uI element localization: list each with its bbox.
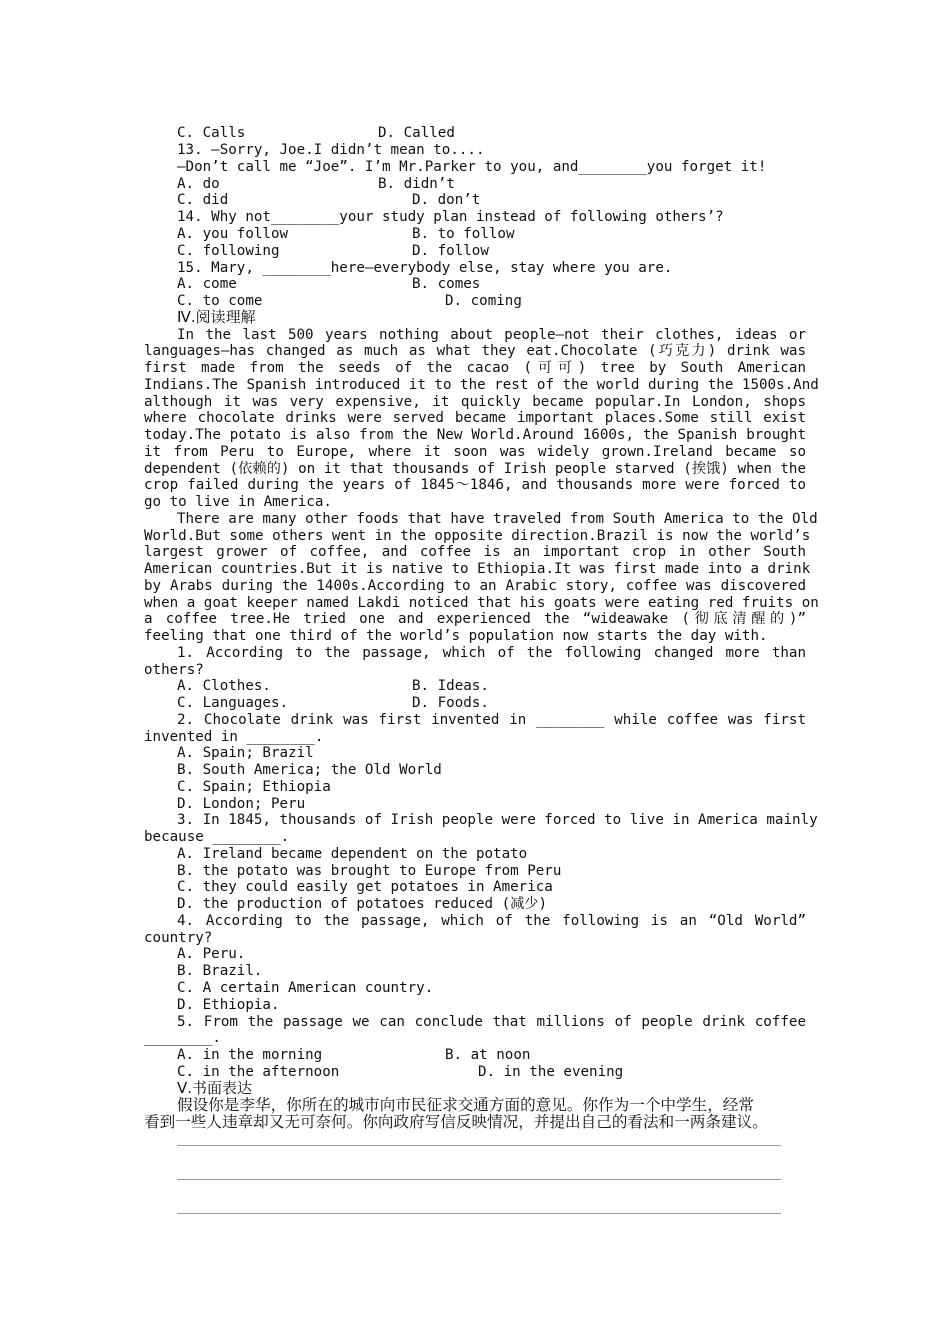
q13-line2: —Don’t call me “Joe”. I’m Mr.Parker to you, and________you forget it! bbox=[177, 159, 767, 175]
q14-option-a: A. you follow bbox=[177, 226, 289, 242]
q13-option-b: B. didn’t bbox=[378, 176, 455, 192]
rq2-option-d: D. London; Peru bbox=[177, 796, 306, 812]
rq3-option-a: A. Ireland became dependent on the potato bbox=[177, 846, 528, 862]
q14-option-d: D. follow bbox=[412, 243, 489, 259]
passage-line: today.The potato is also from the New World.Around 1600s, the Spanish brought bbox=[144, 427, 806, 443]
rq5-option-c: C. in the afternoon bbox=[177, 1064, 340, 1080]
rq1-option-d: D. Foods. bbox=[412, 695, 489, 711]
rq4-option-b: B. Brazil. bbox=[177, 963, 263, 979]
passage-line: World.But some others went in the opposite direction.Brazil is now the world’s bbox=[144, 528, 811, 544]
passage-line: In the last 500 years nothing about people—not their clothes, ideas or bbox=[177, 327, 806, 343]
answer-line bbox=[177, 1213, 781, 1214]
passage-line: where chocolate drinks were served became important places.Some still exist bbox=[144, 410, 806, 426]
q15-option-c: C. to come bbox=[177, 293, 263, 309]
writing-prompt-line: 看到一些人违章却又无可奈何。你向政府写信反映情况，并提出自己的看法和一两条建议。 bbox=[144, 1113, 768, 1131]
passage-line: languages—has changed as much as what they eat.Chocolate (巧克力) drink was bbox=[144, 343, 806, 359]
passage-line: feeling that one third of the world’s population now starts the day with. bbox=[144, 628, 768, 644]
rq4-line2: country? bbox=[144, 930, 213, 946]
q15-stem: 15. Mary, ________here—everybody else, stay where you are. bbox=[177, 260, 673, 276]
rq4-option-c: C. A certain American country. bbox=[177, 980, 434, 996]
q13-option-c: C. did bbox=[177, 192, 229, 208]
q12-option-c: C. Calls bbox=[177, 125, 246, 141]
q15-option-d: D. coming bbox=[445, 293, 522, 309]
q13-option-d: D. don’t bbox=[412, 192, 481, 208]
rq1-option-c: C. Languages. bbox=[177, 695, 289, 711]
rq2-option-b: B. South America; the Old World bbox=[177, 762, 442, 778]
answer-line bbox=[177, 1145, 781, 1146]
rq3-option-c: C. they could easily get potatoes in America bbox=[177, 879, 553, 895]
passage-line: go to live in America. bbox=[144, 494, 332, 510]
q13-line1: 13. —Sorry, Joe.I didn’t mean to.... bbox=[177, 142, 485, 158]
passage-line: although it was very expensive, it quickly became popular.In London, shops bbox=[144, 394, 806, 410]
rq1-option-b: B. Ideas. bbox=[412, 678, 489, 694]
rq3-line2: because ________. bbox=[144, 829, 290, 845]
passage-line: dependent (依赖的) on it that thousands of Irish people starved (挨饿) when the bbox=[144, 461, 806, 477]
rq5-line2: ________. bbox=[144, 1030, 221, 1046]
rq5-option-a: A. in the morning bbox=[177, 1047, 323, 1063]
passage-line: it from Peru to Europe, where it soon was widely grown.Ireland became so bbox=[144, 444, 806, 460]
q14-option-c: C. following bbox=[177, 243, 280, 259]
rq4-line1: 4. According to the passage, which of the following is an “Old World” bbox=[177, 913, 806, 929]
q15-option-b: B. comes bbox=[412, 276, 481, 292]
section-4-title: Ⅳ.阅读理解 bbox=[177, 308, 256, 326]
rq4-option-a: A. Peru. bbox=[177, 946, 246, 962]
rq5-line1: 5. From the passage we can conclude that millions of people drink coffee bbox=[177, 1014, 806, 1030]
rq2-option-a: A. Spain; Brazil bbox=[177, 745, 314, 761]
passage-line: American countries.But it is native to Ethiopia.It was first made into a drink bbox=[144, 561, 811, 577]
rq1-line2: others? bbox=[144, 662, 204, 678]
q15-option-a: A. come bbox=[177, 276, 237, 292]
rq2-line2: invented in ________. bbox=[144, 729, 324, 745]
rq3-option-d: D. the production of potatoes reduced (减少) bbox=[177, 896, 548, 912]
passage-line: There are many other foods that have traveled from South America to the Old bbox=[177, 511, 818, 527]
rq1-option-a: A. Clothes. bbox=[177, 678, 271, 694]
rq3-option-b: B. the potato was brought to Europe from Peru bbox=[177, 863, 562, 879]
passage-line: when a goat keeper named Lakdi noticed that his goats were eating red fruits on bbox=[144, 595, 819, 611]
rq5-option-d: D. in the evening bbox=[478, 1064, 624, 1080]
q13-option-a: A. do bbox=[177, 176, 220, 192]
passage-line: crop failed during the years of 1845～1846, and thousands more were forced to bbox=[144, 477, 806, 493]
writing-prompt-line: 假设你是李华，你所在的城市向市民征求交通方面的意见。你作为一个中学生，经常 bbox=[177, 1096, 754, 1114]
passage-line: Indians.The Spanish introduced it to the rest of the world during the 1500s.And bbox=[144, 377, 819, 393]
answer-line bbox=[177, 1179, 781, 1180]
q14-stem: 14. Why not________your study plan instead of following others’? bbox=[177, 209, 724, 225]
rq4-option-d: D. Ethiopia. bbox=[177, 997, 280, 1013]
passage-line: a coffee tree.He tried one and experienced the “wideawake (彻底清醒的)” bbox=[144, 611, 806, 627]
q14-option-b: B. to follow bbox=[412, 226, 515, 242]
section-5-title: Ⅴ.书面表达 bbox=[177, 1079, 253, 1097]
rq3-line1: 3. In 1845, thousands of Irish people were forced to live in America mainly bbox=[177, 812, 818, 828]
rq2-option-c: C. Spain; Ethiopia bbox=[177, 779, 331, 795]
rq2-line1: 2. Chocolate drink was first invented in ________ while coffee was first bbox=[177, 712, 806, 728]
q12-option-d: D. Called bbox=[378, 125, 455, 141]
passage-line: by Arabs during the 1400s.According to an Arabic story, coffee was discovered bbox=[144, 578, 806, 594]
rq5-option-b: B. at noon bbox=[445, 1047, 531, 1063]
rq1-line1: 1. According to the passage, which of the following changed more than bbox=[177, 645, 806, 661]
passage-line: first made from the seeds of the cacao (可可) tree by South American bbox=[144, 360, 806, 376]
passage-line: largest grower of coffee, and coffee is an important crop in other South bbox=[144, 544, 806, 560]
